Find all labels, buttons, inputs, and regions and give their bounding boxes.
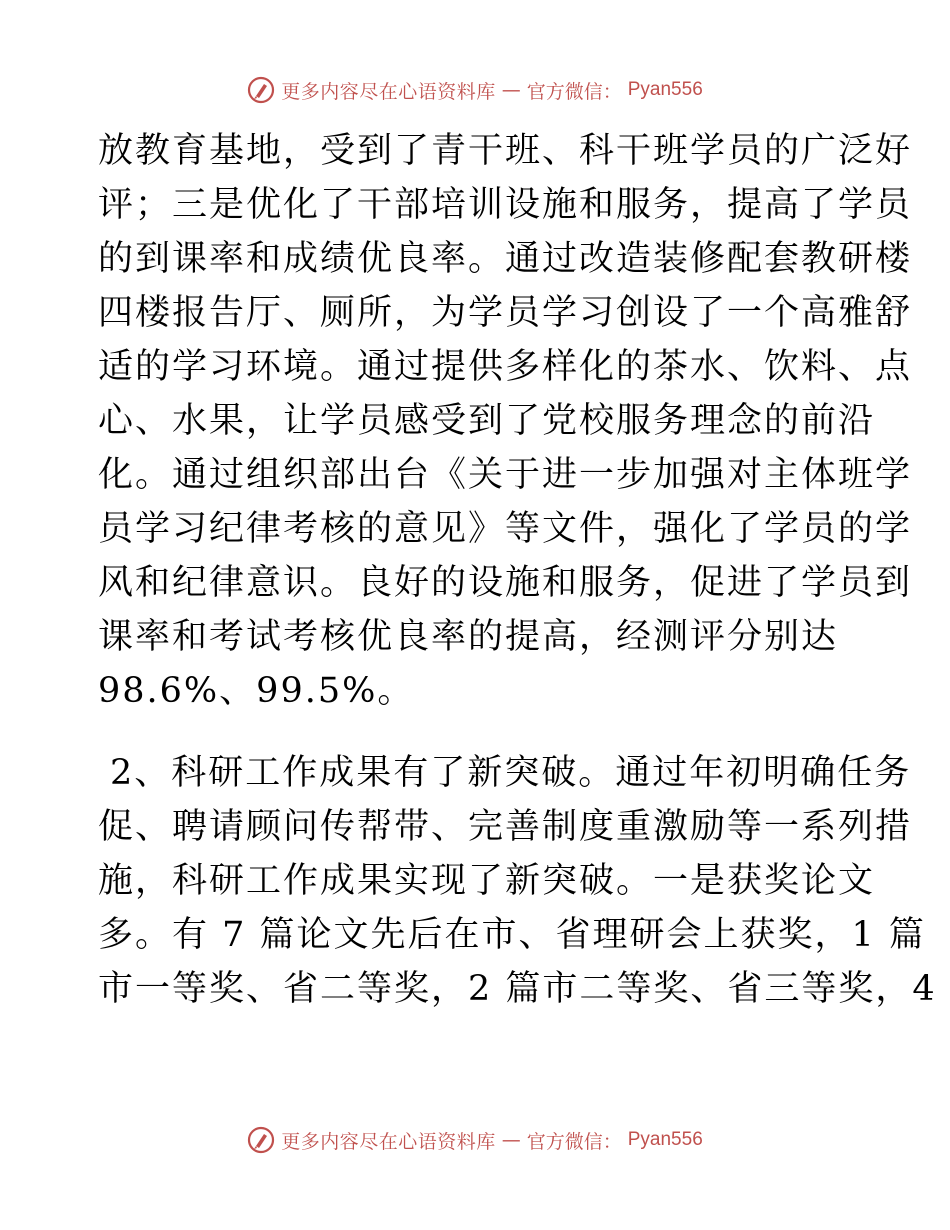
paragraph-1: [98, 124, 913, 718]
text-line: 多。有 7 篇论文先后在市、省理研会上获奖，1 篇: [98, 915, 926, 955]
text-line: 适的学习环境。通过提供多样化的茶水、饮料、点: [98, 347, 913, 387]
header-watermark: [0, 76, 950, 104]
text-line: 心、水果，让学员感受到了党校服务理念的前沿: [98, 401, 876, 441]
watermark-separator: —: [501, 79, 521, 101]
paragraph-2: [98, 746, 937, 1016]
watermark-official-label: 官方微信：: [526, 1130, 622, 1153]
text-line: 2、科研工作成果有了新突破。通过年初明确任务: [110, 753, 912, 793]
footer-watermark: [0, 1126, 950, 1154]
watermark-separator: —: [501, 1129, 521, 1151]
text-line: 促、聘请顾问传帮带、完善制度重激励等一系列措: [98, 807, 913, 847]
text-line: 评；三是优化了干部培训设施和服务，提高了学员: [98, 185, 913, 225]
pen-nib-logo-icon: [247, 76, 275, 104]
text-line: 化。通过组织部出台《关于进一步加强对主体班学: [98, 455, 913, 495]
text-line: 98.6%、99.5%。: [98, 671, 415, 711]
pen-nib-logo-icon: [247, 1126, 275, 1154]
watermark-text: 更多内容尽在心语资料库: [281, 80, 496, 103]
text-line: 市一等奖、省二等奖，2 篇市二等奖、省三等奖，4: [98, 969, 937, 1009]
document-body: [98, 124, 937, 1016]
watermark-official-label: 官方微信：: [526, 80, 622, 103]
text-line: 课率和考试考核优良率的提高，经测评分别达: [98, 617, 839, 657]
watermark-wechat-id: Pyan556: [627, 1129, 703, 1150]
text-line: 放教育基地，受到了青干班、科干班学员的广泛好: [98, 131, 913, 171]
text-line: 的到课率和成绩优良率。通过改造装修配套教研楼: [98, 239, 913, 279]
text-line: 员学习纪律考核的意见》等文件，强化了学员的学: [98, 509, 913, 549]
text-line: 施，科研工作成果实现了新突破。一是获奖论文: [98, 861, 876, 901]
watermark-text: 更多内容尽在心语资料库: [281, 1130, 496, 1153]
text-line: 风和纪律意识。良好的设施和服务，促进了学员到: [98, 563, 913, 603]
text-line: 四楼报告厅、厕所，为学员学习创设了一个高雅舒: [98, 293, 913, 333]
watermark-wechat-id: Pyan556: [627, 79, 703, 100]
